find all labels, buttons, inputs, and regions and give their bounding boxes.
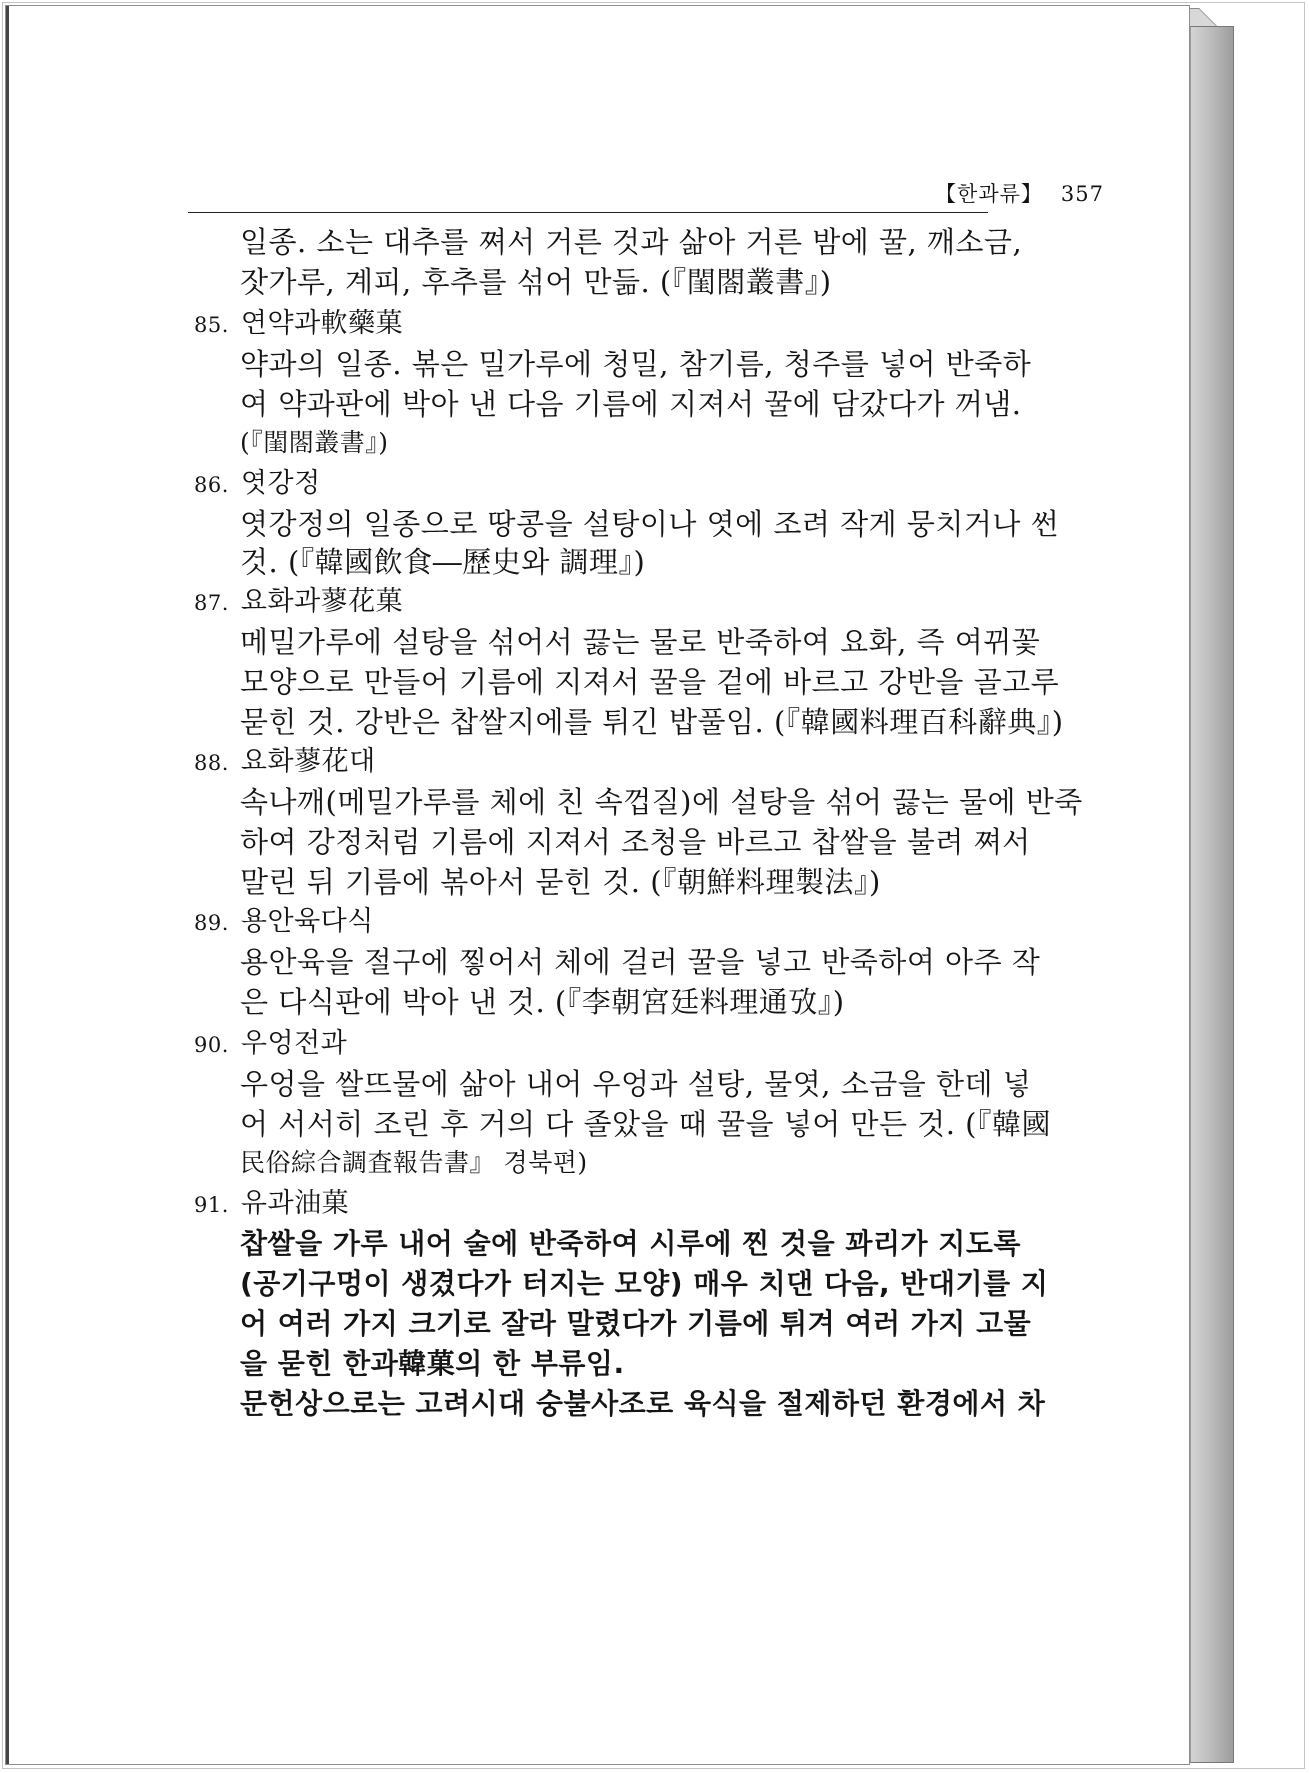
body-line: 용안육을 절구에 찧어서 체에 걸러 꿀을 넣고 반죽하여 아주 작 — [240, 945, 1041, 979]
entry-number: 90. — [194, 1033, 229, 1057]
body-line: 하여 강정처럼 기름에 지져서 조청을 바르고 찹쌀을 불려 쪄서 — [240, 825, 1031, 859]
body-line: 메밀가루에 설탕을 섞어서 끓는 물로 반죽하여 요화, 즉 여뀌꽃 — [240, 625, 1041, 659]
body-line: 찹쌀을 가루 내어 술에 반죽하여 시루에 찐 것을 꽈리가 지도록 — [240, 1227, 1021, 1260]
body-line: 문헌상으로는 고려시대 숭불사조로 육식을 절제하던 환경에서 차 — [240, 1387, 1046, 1420]
entry-heading-89 — [194, 908, 374, 935]
entry-heading-88 — [194, 748, 376, 775]
body-line: 民俗綜合調査報告書』 경북편) — [240, 1148, 588, 1177]
entry-title: 요화과蓼花菓 — [240, 586, 404, 617]
body-line: (공기구멍이 생겼다가 터지는 모양) 매우 치댄 다음, 반대기를 지 — [240, 1267, 1049, 1300]
entry-number: 88. — [194, 751, 229, 775]
body-line: 말린 뒤 기름에 볶아서 묻힌 것. (『朝鮮料理製法』) — [240, 865, 881, 899]
entry-number: 87. — [194, 591, 229, 615]
page-number: 357 — [1060, 182, 1104, 206]
entry-title: 용안육다식 — [240, 906, 374, 937]
body-line: 어 여러 가지 크기로 잘라 말렸다가 기름에 튀겨 여러 가지 고물 — [240, 1307, 1032, 1340]
entry-title: 엿강정 — [240, 468, 321, 499]
body-line: 약과의 일종. 볶은 밀가루에 청밀, 참기름, 청주를 넣어 반죽하 — [240, 347, 1032, 381]
entry-heading-90 — [194, 1030, 347, 1057]
body-line: 잣가루, 계피, 후추를 섞어 만듦. (『閨閤叢書』) — [240, 265, 832, 299]
entry-number: 85. — [194, 313, 229, 337]
entry-title: 유과油菓 — [240, 1188, 350, 1219]
entry-number: 91. — [194, 1193, 229, 1217]
citation-line: (『閨閤叢書』) — [240, 428, 389, 457]
entry-title: 연약과軟藥菓 — [240, 308, 404, 339]
body-line: 어 서서히 조린 후 거의 다 졸았을 때 꿀을 넣어 만든 것. (『韓國 — [240, 1107, 1051, 1141]
entry-heading-85 — [194, 310, 403, 337]
entry-heading-86 — [194, 470, 321, 497]
entry-heading-87 — [194, 588, 403, 615]
header-rule — [188, 212, 988, 213]
body-line: 일종. 소는 대추를 쪄서 거른 것과 삶아 거른 밤에 꿀, 깨소금, — [240, 225, 1023, 259]
book-page-stack — [1190, 26, 1234, 1763]
body-line: 을 묻힌 한과韓菓의 한 부류임. — [240, 1347, 625, 1380]
body-line: 모양으로 만들어 기름에 지져서 꿀을 겉에 바르고 강반을 골고루 — [240, 665, 1060, 699]
body-line: 것. (『韓國飲食―歷史와 調理』) — [240, 545, 646, 579]
body-line: 여 약과판에 박아 낸 다음 기름에 지져서 꿀에 담갔다가 꺼냄. — [240, 387, 1022, 421]
entry-title: 요화蓼花대 — [240, 746, 376, 777]
body-line: 엿강정의 일종으로 땅콩을 설탕이나 엿에 조려 작게 뭉치거나 썬 — [240, 507, 1060, 541]
running-header — [935, 178, 1104, 208]
body-line: 속나깨(메밀가루를 체에 친 속껍질)에 설탕을 섞어 끓는 물에 반죽 — [240, 785, 1083, 819]
entry-heading-91 — [194, 1190, 349, 1217]
section-title: 【한과류】 — [935, 182, 1043, 206]
body-line: 은 다식판에 박아 낸 것. (『李朝宮廷料理通攷』) — [240, 985, 845, 1019]
entry-number: 86. — [194, 473, 229, 497]
entry-title: 우엉전과 — [240, 1028, 348, 1059]
entry-number: 89. — [194, 911, 229, 935]
body-line: 우엉을 쌀뜨물에 삶아 내어 우엉과 설탕, 물엿, 소금을 한데 넣 — [240, 1067, 1032, 1101]
body-line: 묻힌 것. 강반은 찹쌀지에를 튀긴 밥풀임. (『韓國料理百科辭典』) — [240, 705, 1064, 739]
